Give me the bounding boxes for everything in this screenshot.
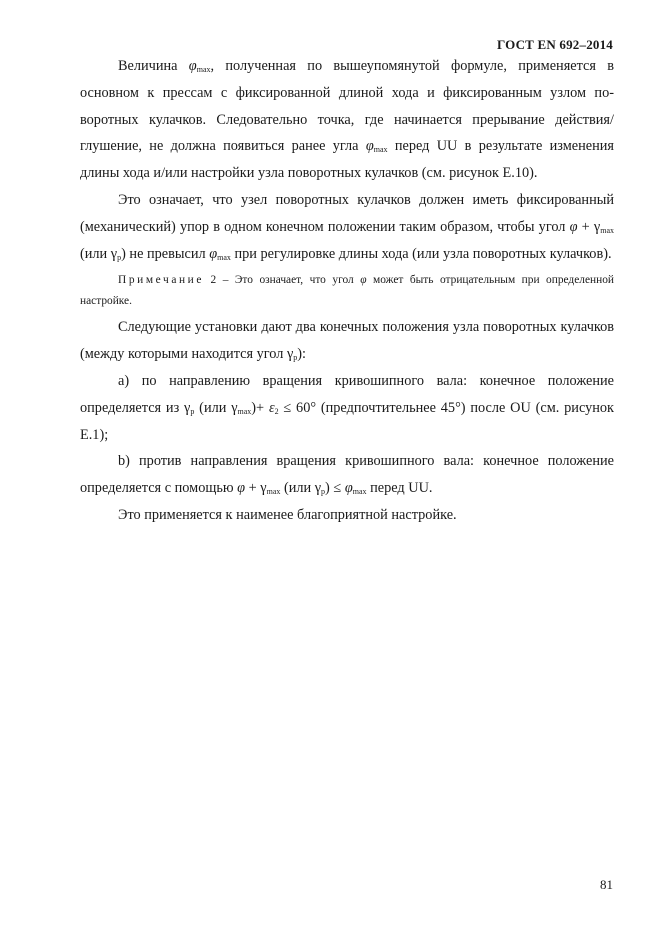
page-body bbox=[80, 53, 614, 529]
list-item-b: b) против направления вращения кривошипного вала: конечное положение определяется с помощью $\varphi + \gamma_{max}$ (или $\gamma_p) \le \varphi_{max}$ перед UU. bbox=[80, 453, 614, 497]
document-header: ГОСТ EN 692–2014 bbox=[496, 37, 613, 52]
paragraph-fixed-stop: Это означает, что узел поворотных кулачков должен иметь фиксированный (механический) упор в одном конечном положении таким образом, чтобы угол $\varphi + \gamma_{max}$ (или $\gamma_p$) не превысил $\varphi_{max}$ при регулировке длины хода (или узла поворотных кулачков). bbox=[80, 191, 615, 262]
note-label: Примечание bbox=[118, 274, 205, 287]
paragraph-least-favorable: Это применяется к наименее благоприятной настройке. bbox=[118, 506, 457, 523]
list-item-a: a) по направлению вращения кривошипного вала: конечное положение определяется из $\gamma_p$ (или $\gamma_{max})+ \varepsilon_2 \le 60^\circ$ (предпочтительнее 45°) после OU (см. рисунок Е.1); bbox=[80, 372, 615, 443]
page-number: 81 bbox=[600, 877, 613, 892]
paragraph-end-positions: Следующие установки дают два конечных положения узла поворотных кулачков (между которыми находится угол $\gamma_p$): bbox=[80, 319, 614, 363]
note-2: Примечание 2 – Это означает, что угол φ может быть отрицательным при определенной настройке. bbox=[80, 274, 614, 308]
paragraph-phimax-definition: Величина $\varphi_{max}$, полученная по вышеупомянутой формуле, применяется в основном к прессам с фиксированной длиной хода и фиксированным узлом поворотных кулачков. Следовательно точка, где начинается прерывание действия/глушение, не должна появиться ранее угла $\varphi_{max}$ перед UU в результате изменения длины хода и/или настройки узла поворотных кулачков (см. рисунок Е.10). bbox=[80, 58, 614, 182]
